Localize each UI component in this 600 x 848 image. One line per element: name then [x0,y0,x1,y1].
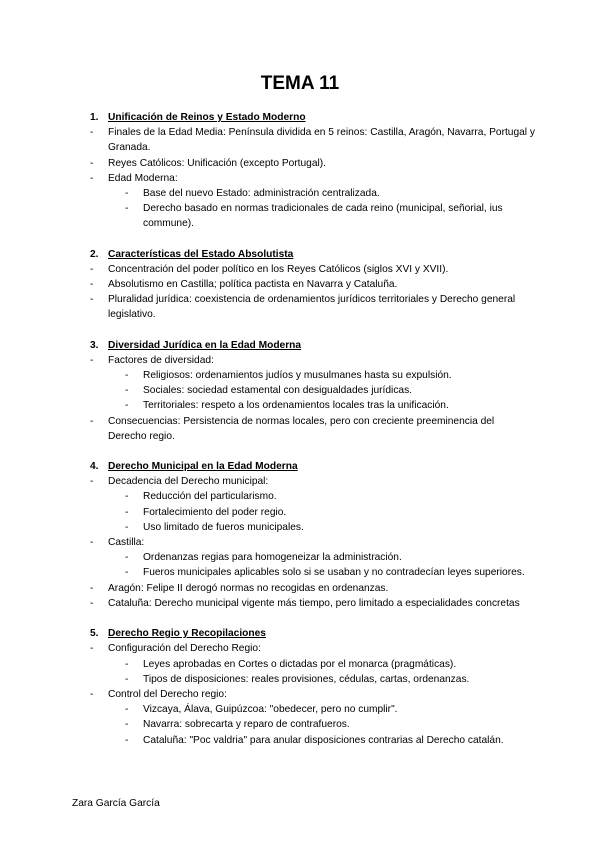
sub-list-item [90,733,535,748]
list-item-text: Edad Moderna: [108,172,178,184]
section [90,247,535,323]
sub-list-item-text: Navarra: sobrecarta y reparo de contrafueros. [143,719,350,731]
section-title: Características del Estado Absolutista [108,248,294,260]
sub-list-item-text: Vizcaya, Álava, Guipúzcoa: "obedecer, pero no cumplir". [143,704,398,716]
section-heading [90,247,535,262]
bullet-dash: - [90,643,94,655]
document-body [90,110,535,748]
section [90,626,535,748]
sub-list-item [90,717,535,732]
list-item [90,353,535,368]
section [90,338,535,444]
bullet-dash: - [125,385,129,397]
sub-list-item-text: Ordenanzas regias para homogeneizar la administración. [143,552,402,564]
list-item-text: Cataluña: Derecho municipal vigente más tiempo, pero limitado a especialidades concretas [108,597,520,609]
sub-list-item [90,520,535,535]
bullet-dash: - [125,734,129,746]
sub-list-item [90,550,535,565]
bullet-dash: - [125,506,129,518]
list-item [90,596,535,611]
list-item [90,171,535,186]
section-title: Derecho Municipal en la Edad Moderna [108,461,298,473]
list-item-text: Aragón: Felipe II derogó normas no recogidas en ordenanzas. [108,582,389,594]
sub-list-item-text: Religiosos: ordenamientos judíos y musulmanes hasta su expulsión. [143,370,452,382]
bullet-dash: - [90,263,94,275]
section [90,459,535,611]
sub-list-item-text: Base del nuevo Estado: administración centralizada. [143,188,380,200]
bullet-dash: - [125,491,129,503]
list-item [90,414,535,444]
section-title: Unificación de Reinos y Estado Moderno [108,112,306,123]
bullet-dash: - [90,597,94,609]
sub-list-item [90,672,535,687]
sub-list-item [90,186,535,201]
sub-list-item [90,398,535,413]
sub-list-item-text: Fortalecimiento del poder regio. [143,506,287,518]
bullet-dash: - [90,476,94,488]
bullet-dash: - [125,704,129,716]
section-heading [90,626,535,641]
list-item-text: Reyes Católicos: Unificación (excepto Portugal). [108,157,326,169]
bullet-dash: - [90,688,94,700]
sub-list-item-text: Fueros municipales aplicables solo si se usaban y no contradecían leyes superiores. [143,567,525,579]
bullet-dash: - [125,370,129,382]
bullet-dash: - [90,172,94,184]
bullet-dash: - [90,279,94,291]
bullet-dash: - [125,567,129,579]
sub-list-item-text: Leyes aprobadas en Cortes o dictadas por el monarca (pragmáticas). [143,658,457,670]
bullet-dash: - [125,673,129,685]
section [90,110,535,232]
section-number: 2. [90,248,99,260]
list-item-text: Castilla: [108,537,145,549]
bullet-dash: - [125,552,129,564]
sub-list-item [90,201,535,231]
sub-list-item [90,368,535,383]
bullet-dash: - [125,203,129,215]
sub-list-item-text: Uso limitado de fueros municipales. [143,521,304,533]
section-heading [90,110,535,125]
sub-list-item [90,657,535,672]
list-item [90,687,535,702]
sub-list-item-text: Derecho basado en normas tradicionales de cada reino (municipal, señorial, ius commune). [143,203,503,230]
list-item-text: Pluralidad jurídica: coexistencia de ordenamientos jurídicos territoriales y Derecho general legislativo. [108,294,516,321]
list-item [90,262,535,277]
bullet-dash: - [125,400,129,412]
list-item-text: Decadencia del Derecho municipal: [108,476,269,488]
bullet-dash: - [90,582,94,594]
sub-list-item-text: Tipos de disposiciones: reales provisiones, cédulas, cartas, ordenanzas. [143,673,470,685]
list-item-text: Concentración del poder político en los Reyes Católicos (siglos XVI y XVII). [108,263,449,275]
bullet-dash: - [90,354,94,366]
sub-list-item [90,702,535,717]
list-item [90,292,535,322]
sub-list-item-text: Territoriales: respeto a los ordenamientos locales tras la unificación. [143,400,449,412]
list-item-text: Configuración del Derecho Regio: [108,643,261,655]
list-item [90,581,535,596]
sub-list-item [90,489,535,504]
sub-list-item [90,383,535,398]
sub-list-item-text: Reducción del particularismo. [143,491,277,503]
section-title: Derecho Regio y Recopilaciones [108,628,266,640]
sub-list-item [90,505,535,520]
sub-list-item-text: Cataluña: "Poc valdria" para anular disposiciones contrarias al Derecho catalán. [143,734,504,746]
section-number: 3. [90,339,99,351]
bullet-dash: - [90,157,94,169]
section-number: 1. [90,112,99,123]
bullet-dash: - [125,188,129,200]
section-heading [90,459,535,474]
sub-list-item-text: Sociales: sociedad estamental con desigualdades jurídicas. [143,385,412,397]
section-number: 5. [90,628,99,640]
list-item [90,125,535,155]
list-item-text: Factores de diversidad: [108,354,214,366]
bullet-dash: - [125,719,129,731]
sub-list-item [90,565,535,580]
list-item [90,474,535,489]
list-item [90,535,535,550]
bullet-dash: - [90,415,94,427]
list-item-text: Control del Derecho regio: [108,688,227,700]
page-title: TEMA 11 [260,73,340,94]
section-heading [90,338,535,353]
list-item [90,156,535,171]
bullet-dash: - [90,537,94,549]
bullet-dash: - [125,658,129,670]
section-title: Diversidad Jurídica en la Edad Moderna [108,339,302,351]
bullet-dash: - [90,127,94,139]
list-item [90,641,535,656]
list-item-text: Finales de la Edad Media: Península dividida en 5 reinos: Castilla, Aragón, Navarra, Portugal y Granada. [108,127,535,154]
list-item-text: Consecuencias: Persistencia de normas locales, pero con creciente preeminencia del Derecho regio. [108,415,495,442]
footer-author: Zara García García [72,798,160,809]
list-item [90,277,535,292]
list-item-text: Absolutismo en Castilla; política pactista en Navarra y Cataluña. [108,279,398,291]
section-number: 4. [90,461,99,473]
bullet-dash: - [90,294,94,306]
bullet-dash: - [125,521,129,533]
